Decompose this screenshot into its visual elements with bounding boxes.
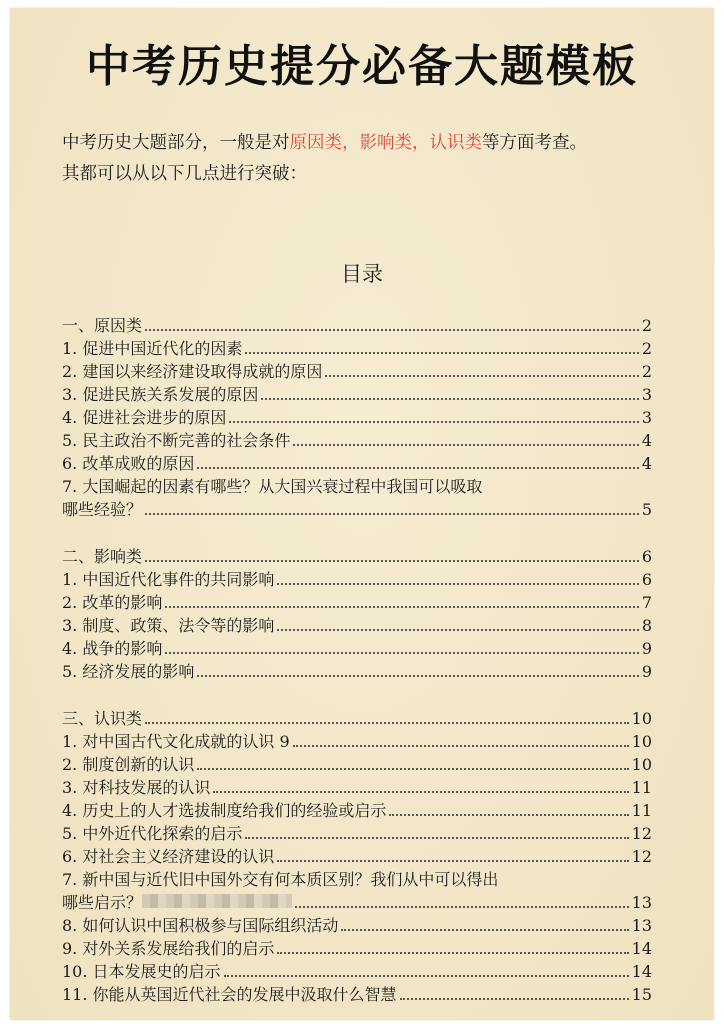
toc-entry [62,660,652,683]
dot-leader [389,814,628,816]
toc-section-label: 三、认识类 [62,709,143,728]
toc-page-number: 6 [641,570,652,589]
dot-leader [293,444,638,446]
dot-leader [197,467,638,469]
toc-entry [62,452,652,475]
toc-entry-label: 5. 经济发展的影响 [62,662,195,681]
toc-entry-label: 1. 中国近代化事件的共同影响 [62,570,275,589]
toc-entry-label: 7. 大国崛起的因素有哪些？从大国兴衰过程中我国可以吸取 [62,477,483,496]
toc-page-number: 10 [631,755,652,774]
intro-line-1 [62,128,682,159]
toc-entry [62,891,652,914]
intro-paragraph [62,128,682,190]
toc-entry-label: 5. 民主政治不断完善的社会条件 [62,431,291,450]
toc-entry [62,822,652,845]
table-of-contents [62,314,652,1006]
toc-page-number: 4 [641,454,652,473]
toc-entry-label: 2. 改革的影响 [62,593,163,612]
toc-page-number: 2 [641,339,652,358]
toc-entry [62,960,652,983]
dot-leader [277,860,628,862]
toc-page-number: 2 [641,316,652,335]
toc-entry-label: 4. 促进社会进步的原因 [62,408,227,427]
toc-entry [62,730,652,753]
toc-entry-label: 3. 制度、政策、法令等的影响 [62,616,275,635]
toc-entry [62,845,652,868]
toc-page-number: 11 [631,801,652,820]
toc-entry [62,799,652,822]
toc-entry-label: 8. 如何认识中国积极参与国际组织活动 [62,916,339,935]
toc-page-number: 12 [631,847,652,866]
toc-entry [62,360,652,383]
toc-page-number: 2 [641,362,652,381]
toc-section-label: 一、原因类 [62,316,143,335]
toc-page-number: 9 [641,662,652,681]
dot-leader [277,952,628,954]
dot-leader [341,929,628,931]
toc-entry [62,591,652,614]
toc-page-number: 10 [631,732,652,751]
dot-leader [293,745,629,747]
dot-leader [229,421,638,423]
watermark-blur [142,894,292,908]
dot-leader [145,513,639,515]
dot-leader [145,329,639,331]
toc-page-number: 14 [631,939,652,958]
dot-leader [245,837,628,839]
toc-page-number: 15 [631,985,652,1004]
toc-entry [62,429,652,452]
dot-leader [277,583,638,585]
dot-leader [261,398,638,400]
toc-section-label: 二、影响类 [62,547,143,566]
toc-entry [62,914,652,937]
toc-entry-label: 4. 战争的影响 [62,639,163,658]
dot-leader [325,375,638,377]
toc-entry-label: 3. 对科技发展的认识 [62,778,211,797]
toc-entry [62,568,652,591]
toc-entry-label-continued: 哪些经验？ [62,500,143,519]
toc-section-cause [62,314,652,337]
toc-entry-label: 10. 日本发展史的启示 [62,962,221,981]
toc-entry-label-continued: 哪些启示？ [62,893,143,912]
toc-entry [62,337,652,360]
toc-entry-label: 1. 对中国古代文化成就的认识 9 [62,732,290,751]
dot-leader [165,606,638,608]
dot-leader [197,675,638,677]
toc-page-number: 13 [631,893,652,912]
dot-leader [213,791,628,793]
toc-entry [62,776,652,799]
dot-leader [145,722,629,724]
toc-page-number: 6 [641,547,652,566]
toc-section-impact [62,545,652,568]
toc-entry [62,753,652,776]
toc-page-number: 8 [641,616,652,635]
dot-leader [197,768,628,770]
toc-page-number: 12 [631,824,652,843]
toc-page-number: 10 [631,709,652,728]
toc-page-number: 7 [641,593,652,612]
toc-entry-label: 6. 改革成败的原因 [62,454,195,473]
toc-page-number: 3 [641,385,652,404]
toc-entry [62,614,652,637]
intro-suffix: 等方面考查。 [482,133,587,153]
toc-page-number: 5 [641,500,652,519]
toc-entry-label: 2. 建国以来经济建设取得成就的原因 [62,362,323,381]
highlight-cause: 原因类， [289,133,360,153]
toc-entry [62,406,652,429]
dot-leader [245,352,638,354]
dot-leader [295,906,629,908]
toc-heading: 目录 [341,262,383,286]
toc-entry-label: 4. 历史上的人才选拔制度给我们的经验或启示 [62,801,387,820]
toc-entry-label: 5. 中外近代化探索的启示 [62,824,243,843]
dot-leader [400,998,629,1000]
toc-page-number: 13 [631,916,652,935]
dot-leader [145,560,639,562]
toc-entry [62,383,652,406]
dot-leader [277,629,638,631]
document-page [10,8,714,1020]
toc-entry-label: 9. 对外关系发展给我们的启示 [62,939,275,958]
toc-page-number: 11 [631,778,652,797]
toc-entry [62,937,652,960]
toc-page-number: 14 [631,962,652,981]
dot-leader [165,652,638,654]
toc-page-number: 3 [641,408,652,427]
toc-page-number: 4 [641,431,652,450]
toc-page-number: 9 [641,639,652,658]
intro-line-2: 其都可以从以下几点进行突破： [62,164,307,184]
dot-leader [224,975,629,977]
intro-prefix: 中考历史大题部分，一般是对 [62,133,290,153]
highlight-impact: 影响类， [359,133,430,153]
toc-entry [62,983,652,1006]
toc-entry-label: 6. 对社会主义经济建设的认识 [62,847,275,866]
toc-section-understanding [62,707,652,730]
toc-entry-label: 1. 促进中国近代化的因素 [62,339,243,358]
toc-entry-label: 2. 制度创新的认识 [62,755,195,774]
toc-entry-label: 3. 促进民族关系发展的原因 [62,385,259,404]
toc-entry-label: 11. 你能从英国近代社会的发展中汲取什么智慧 [62,985,397,1004]
document-title: 中考历史提分必备大题模板 [86,41,638,92]
toc-entry [62,498,652,521]
toc-entry [62,637,652,660]
toc-entry-label: 7. 新中国与近代旧中国外交有何本质区别？我们从中可以得出 [62,870,499,889]
highlight-understanding: 认识类 [429,133,482,153]
